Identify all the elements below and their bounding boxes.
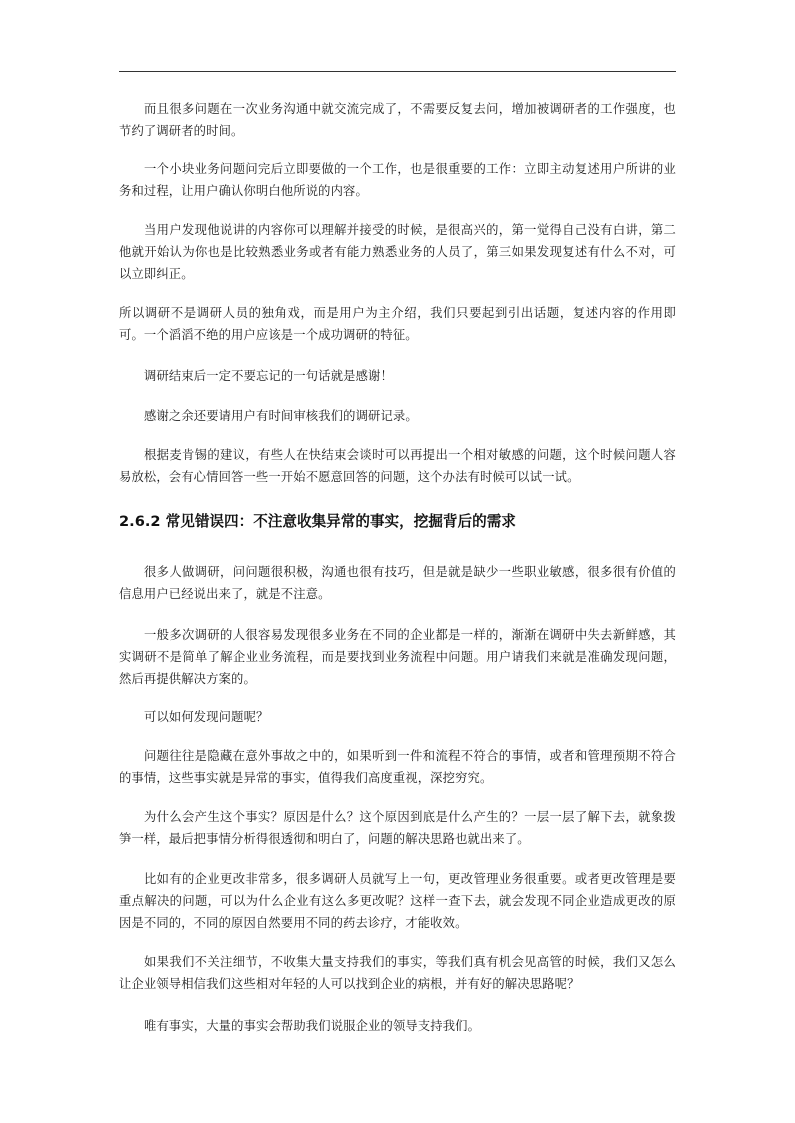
paragraph-15: 唯有事实，大量的事实会帮助我们说服企业的领导支持我们。 <box>144 1019 481 1033</box>
paragraph-5: 调研结束后一定不要忘记的一句话就是感谢！ <box>144 369 393 383</box>
paragraph-8: 很多人做调研，问问题很积极，沟通也很有技巧，但是就是缺少一些职业敏感，很多很有价值的信息用户已经说出来了，就是不注意。 <box>119 565 676 601</box>
paragraph-3: 当用户发现他说讲的内容你可以理解并接受的时候，是很高兴的，第一觉得自己没有白讲，第二他就开始认为你也是比较熟悉业务或者有能力熟悉业务的人员了，第三如果发现复述有什么不对，可以立即纠正。 <box>119 223 676 281</box>
paragraph-2: 一个小块业务问题问完后立即要做的一个工作，也是很重要的工作：立即主动复述用户所讲的业务和过程，让用户确认你明白他所说的内容。 <box>119 162 676 198</box>
paragraph-10: 可以如何发现问题呢？ <box>144 710 269 724</box>
paragraph-14: 如果我们不关注细节，不收集大量支持我们的事实，等我们真有机会见高管的时候，我们又怎么让企业领导相信我们这些相对年轻的人可以找到企业的病根，并有好的解决思路呢？ <box>119 955 676 991</box>
section-heading: 2.6.2 常见错误四：不注意收集异常的事实，挖掘背后的需求 <box>119 513 516 530</box>
header-rule <box>119 71 676 72</box>
paragraph-6: 感谢之余还要请用户有时间审核我们的调研记录。 <box>144 409 418 423</box>
paragraph-4: 所以调研不是调研人员的独角戏，而是用户为主介绍，我们只要起到引出话题，复述内容的作用即可。一个滔滔不绝的用户应该是一个成功调研的特征。 <box>119 306 676 342</box>
paragraph-11: 问题往往是隐藏在意外事故之中的，如果听到一件和流程不符合的事情，或者和管理预期不符合的事情，这些事实就是异常的事实，值得我们高度重视，深挖穷究。 <box>119 749 676 785</box>
paragraph-12: 为什么会产生这个事实？原因是什么？这个原因到底是什么产生的？一层一层了解下去，就象拨笋一样，最后把事情分析得很透彻和明白了，问题的解决思路也就出来了。 <box>119 810 676 846</box>
paragraph-7: 根据麦肯锡的建议，有些人在快结束会谈时可以再提出一个相对敏感的问题，这个时候问题人容易放松，会有心情回答一些一开始不愿意回答的问题，这个办法有时候可以试一试。 <box>119 448 676 484</box>
paragraph-1: 而且很多问题在一次业务沟通中就交流完成了，不需要反复去问，增加被调研者的工作强度，也节约了调研者的时间。 <box>119 102 676 138</box>
paragraph-13: 比如有的企业更改非常多，很多调研人员就写上一句，更改管理业务很重要。或者更改管理是要重点解决的问题，可以为什么企业有这么多更改呢？这样一查下去，就会发现不同企业造成更改的原因是不同的，不同的原因自然要用不同的药去诊疗，才能收效。 <box>119 872 676 930</box>
paragraph-9: 一般多次调研的人很容易发现很多业务在不同的企业都是一样的，渐渐在调研中失去新鲜感，其实调研不是简单了解企业业务流程，而是要找到业务流程中问题。用户请我们来就是准确发现问题，然后再提供解决方案的。 <box>119 628 676 686</box>
